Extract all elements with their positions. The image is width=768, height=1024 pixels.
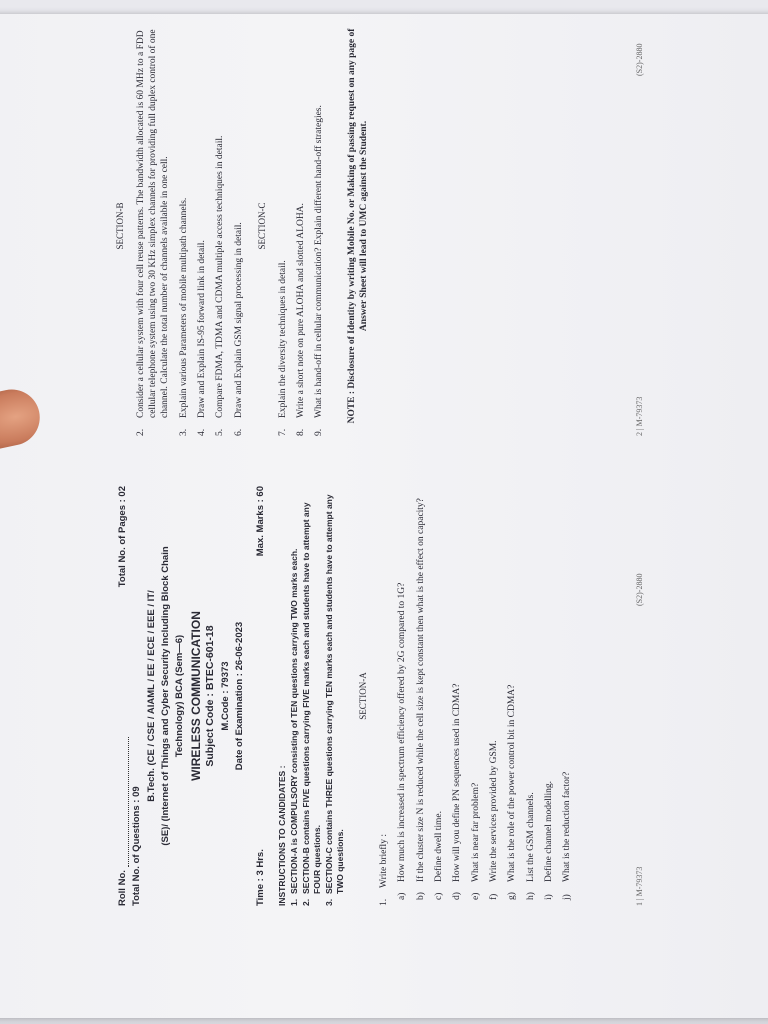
list-item: c) Define dwell time. — [433, 811, 444, 900]
max-marks: Max. Marks : 60 — [254, 486, 266, 557]
instruction-item: 2. SECTION-B contains FIVE questions carrying FIVE marks each and students have to attempt any FOUR questions. — [301, 502, 323, 906]
question-1: 1. Write briefly : — [378, 834, 389, 906]
page-two-footer-code: (S2)-2880 — [635, 43, 644, 76]
section-a-title: SECTION-A — [358, 672, 369, 720]
page-one-footer: 1 | M-79373 — [635, 866, 644, 906]
exam-date: Date of Examination : 26-06-2023 — [234, 621, 246, 771]
list-item: f) Write the services provided by GSM. — [489, 740, 500, 900]
m-code: M.Code : 79373 — [219, 661, 231, 731]
list-item: 3. Explain various Parameters of mobile multipath channels. — [178, 197, 189, 436]
list-item: j) What is the reduction factor? — [562, 771, 573, 900]
time-allowed: Time : 3 Hrs. — [254, 849, 266, 906]
instruction-item: 3. SECTION-C contains THREE questions carrying TEN marks each and students have to attempt any TWO questions. — [324, 494, 346, 906]
list-item: h) List the GSM channels. — [525, 792, 536, 900]
section-c-title: SECTION-C — [257, 202, 268, 250]
page-two — [115, 16, 644, 436]
course-line-1: B.Tech. (CE / CSE / AIAML / EE / ECE / EEE / IT/ — [145, 590, 157, 802]
page-one — [115, 486, 644, 906]
header-top-row — [117, 486, 129, 906]
roll-number-boxes — [118, 737, 129, 867]
list-item: 5. Compare FDMA, TDMA and CDMA multiple access techniques in detail. — [215, 135, 226, 436]
list-item: 8. Write a short note on pure ALOHA and slotted ALOHA. — [296, 203, 307, 436]
subject-code: Subject Code : BTEC-601-18 — [204, 625, 217, 767]
list-item: 4. Draw and Explain IS-95 forward link in detail. — [197, 240, 208, 436]
time-marks-row — [255, 486, 267, 906]
list-item: e) What is near far problem? — [470, 782, 481, 900]
roll-label: Roll No. — [117, 870, 128, 906]
disclosure-note: NOTE : Disclosure of Identity by writing Mobile No. or Making of passing request on any page of Answer Sheet will lead to UMC against the Student. — [346, 28, 370, 424]
instruction-item: 1. SECTION-A is COMPULSORY consisting of TEN questions carrying TWO marks each. — [289, 548, 300, 906]
subject-title: WIRELESS COMMUNICATION — [188, 611, 203, 781]
list-item: 2. Consider a cellular system with four cell reuse patterns. The bandwidth allocated is 60 MHz to a FDD cellular telephone system using two 30 KHz simplex channels for providing full duplex control of one channel. Calculate the total number of channels available in one cell. — [135, 29, 171, 436]
roll-number — [117, 737, 129, 906]
page-one-footer-code: (S2)-2880 — [635, 573, 644, 606]
list-item: 6. Draw and Explain GSM signal processing in detail. — [233, 222, 244, 436]
list-item: i) Define channel modelling. — [544, 780, 555, 900]
rotated-question-sheet — [115, 6, 675, 906]
list-item: d) How will you define PN sequences used in CDMA? — [452, 683, 463, 900]
course-line-3: Technology) BCA (Sem—6) — [174, 634, 186, 758]
instructions — [277, 486, 346, 906]
list-item: b) If the cluster size N is reduced while the cell size is kept constant then what is the effect on capacity? — [415, 498, 426, 900]
instructions-title: INSTRUCTIONS TO CANDIDATES : — [276, 765, 287, 906]
section-b-title: SECTION-B — [115, 202, 125, 250]
page-two-footer: 2 | M-79373 — [635, 396, 644, 436]
total-pages: Total No. of Pages : 02 — [117, 486, 128, 588]
course-line-2: (SE)/ (Internet of Things and Cyber Security Including Block Chain — [160, 546, 172, 846]
list-item: a) How much is increased in spectrum efficiency offered by 2G compared to 1G? — [397, 582, 408, 900]
list-item: 7. Explain the diversity techniques in detail. — [277, 260, 288, 436]
list-item: g) What is the role of the power control bit in CDMA? — [507, 684, 518, 900]
section-a-list — [396, 486, 573, 906]
total-questions: Total No. of Questions : 09 — [131, 786, 143, 906]
list-item: 9. What is hand-off in cellular communication? Explain different hand-off strategies. — [314, 105, 325, 436]
